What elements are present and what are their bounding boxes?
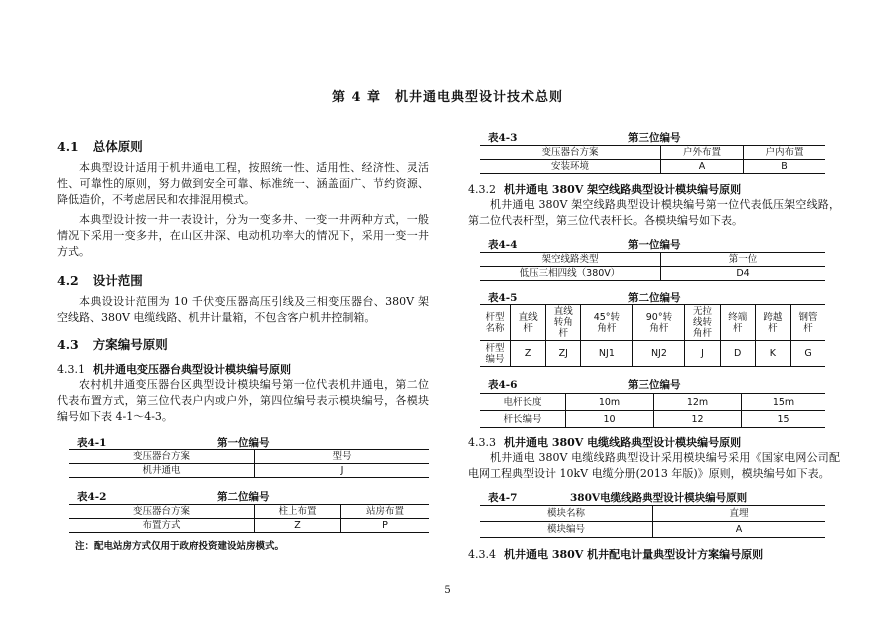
section-4-3-3-heading: 4.3.3 机井通电 380V 电缆线路典型设计模块编号原则 — [468, 436, 742, 449]
section-4-3-1-heading: 4.3.1 机井通电变压器台典型设计模块编号原则 — [57, 363, 291, 376]
section-4-3-2-para-1: 机井通电 380V 架空线路典型设计模块编号第一位代表低压架空线路，第二位代表杆型，第三位代表杆长。各模块编号如下表。 — [468, 198, 840, 227]
table-row — [480, 341, 825, 367]
table-4-4 — [480, 252, 825, 281]
table-4-3 — [480, 145, 825, 174]
table-row — [480, 305, 825, 341]
section-4-2-para-1: 本典设设计范围为 10 千伏变压器高压引线及三相变压器台、380V 架空线路、380V 电缆线路、机井计量箱，不包含客户机井控制箱。 — [57, 295, 429, 324]
section-4-1-heading: 4.1 总体原则 — [57, 139, 143, 154]
table-cell: 变压器台方案 — [69, 505, 255, 519]
table-cell: NJ1 — [581, 341, 633, 367]
table-cell: 直埋 — [653, 506, 826, 522]
table-row — [480, 411, 825, 428]
table-cell: 跨越杆 — [755, 305, 790, 341]
table-cell: 柱上布置 — [255, 505, 341, 519]
table-cell: A — [653, 522, 826, 538]
table-cell: 架空线路类型 — [480, 253, 661, 267]
table-cell: Z — [511, 341, 546, 367]
table-cell: 终端杆 — [720, 305, 755, 341]
table-4-2 — [69, 504, 429, 533]
table-cell: P — [341, 519, 430, 533]
table-cell: 无拉线转角杆 — [685, 305, 720, 341]
table-cell: 安装环境 — [480, 160, 661, 174]
table-cell: 电杆长度 — [480, 394, 566, 411]
table-cell: 变压器台方案 — [69, 450, 255, 464]
table-cell: Z — [255, 519, 341, 533]
table-cell: J — [255, 464, 430, 478]
chapter-title: 第 4 章 机井通电典型设计技术总则 — [331, 90, 564, 105]
table-row — [69, 505, 429, 519]
table-cell: 变压器台方案 — [480, 146, 661, 160]
table-row — [480, 146, 825, 160]
table-cell: 10m — [566, 394, 654, 411]
table-cell: 15 — [742, 411, 826, 428]
table-cell: D4 — [661, 267, 826, 281]
section-4-3-heading: 4.3 方案编号原则 — [57, 337, 168, 352]
table-cell: 15m — [742, 394, 826, 411]
table-row — [480, 160, 825, 174]
section-4-3-4-heading: 4.3.4 机井通电 380V 机井配电计量典型设计方案编号原则 — [468, 548, 764, 561]
table-cell: 型号 — [255, 450, 430, 464]
table-cell: 直线转角杆 — [546, 305, 581, 341]
table-cell: B — [744, 160, 826, 174]
section-4-3-3-para-1: 机井通电 380V 电缆线路典型设计采用模块编号采用《国家电网公司配电网工程典型设计 10kV 电缆分册(2013 年版)》原则，模块编号如下表。 — [468, 451, 840, 480]
table-cell: 低压三相四线（380V） — [480, 267, 661, 281]
table-row — [480, 522, 825, 538]
table-cell: 第一位 — [661, 253, 826, 267]
table-4-5 — [480, 304, 825, 367]
table-cell: 模块名称 — [480, 506, 653, 522]
table-cell: 杆长编号 — [480, 411, 566, 428]
table-row — [69, 450, 429, 464]
table-cell: G — [791, 341, 826, 367]
section-4-1-para-1: 本典型设计适用于机井通电工程，按照统一性、适用性、经济性、灵活性、可靠性的原则，努力做到安全可靠、标准统一、涵盖面广、节约资源、降低造价，不考虑居民和农排混用模式。 — [57, 161, 429, 206]
table-4-1 — [69, 449, 429, 478]
table-cell: ZJ — [546, 341, 581, 367]
table-cell: 模块编号 — [480, 522, 653, 538]
table-cell: 直线杆 — [511, 305, 546, 341]
table-row — [480, 394, 825, 411]
table-cell: 90°转角杆 — [633, 305, 685, 341]
section-4-2-heading: 4.2 设计范围 — [57, 273, 143, 288]
table-cell: 户外布置 — [661, 146, 744, 160]
table-cell: 10 — [566, 411, 654, 428]
table-cell: 站房布置 — [341, 505, 430, 519]
table-cell: 杆型名称 — [480, 305, 511, 341]
section-4-3-1-para-1: 农村机井通变压器台区典型设计模块编号第一位代表机井通电，第二位代表布置方式，第三位代表户内或户外，第四位编号表示模块编号，各模块编号如下表 4-1～4-3。 — [57, 378, 429, 423]
section-4-1-para-2: 本典型设计按一井一表设计，分为一变多井、一变一井两种方式，一般情况下采用一变多井，在山区井深、电动机功率大的情况下，采用一变一井方式。 — [57, 213, 429, 258]
table-row — [480, 253, 825, 267]
table-cell: 钢管杆 — [791, 305, 826, 341]
section-4-3-2-heading: 4.3.2 机井通电 380V 架空线路典型设计模块编号原则 — [468, 183, 742, 196]
table-cell: 杆型编号 — [480, 341, 511, 367]
table-row — [480, 506, 825, 522]
table-row — [69, 519, 429, 533]
table-cell: 12 — [654, 411, 742, 428]
table-cell: 户内布置 — [744, 146, 826, 160]
table-cell: J — [685, 341, 720, 367]
table-row — [69, 464, 429, 478]
table-note: 注：配电站房方式仅用于政府投资建设站房模式。 — [75, 541, 285, 552]
table-cell: A — [661, 160, 744, 174]
table-row — [480, 267, 825, 281]
table-cell: 12m — [654, 394, 742, 411]
table-cell: 机井通电 — [69, 464, 255, 478]
table-4-6 — [480, 393, 825, 428]
table-cell: 布置方式 — [69, 519, 255, 533]
table-4-7 — [480, 505, 825, 538]
table-cell: NJ2 — [633, 341, 685, 367]
table-cell: K — [755, 341, 790, 367]
page-number: 5 — [444, 585, 451, 596]
table-cell: D — [720, 341, 755, 367]
table-cell: 45°转角杆 — [581, 305, 633, 341]
